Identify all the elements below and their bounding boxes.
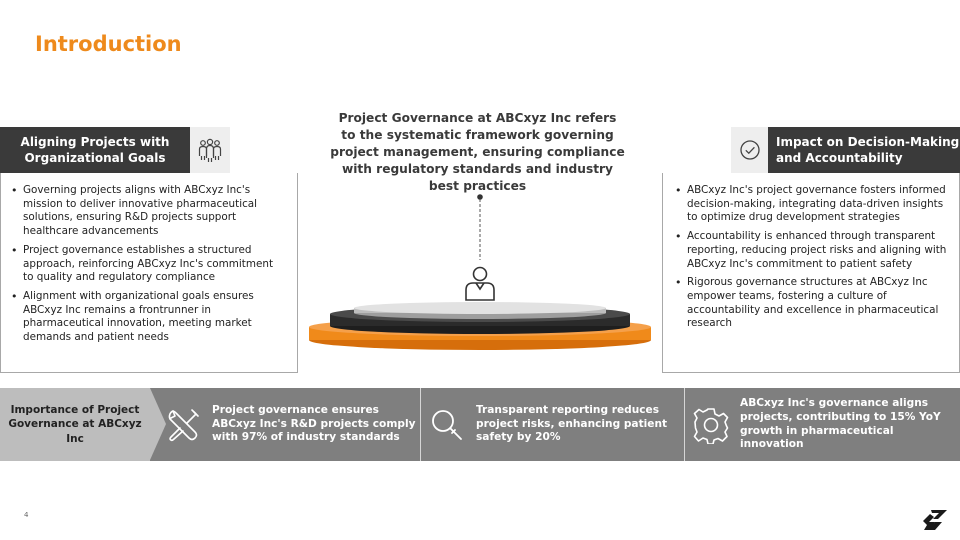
gear-icon: [688, 406, 734, 444]
right-card-heading: Impact on Decision-Making and Accountability: [768, 127, 960, 173]
left-bullet: • Governing projects aligns with ABCxyz Inc's mission to deliver innovative pharmaceutical solutions, ensuring R&D projects support healthcare advancements: [9, 184, 285, 239]
band-divider: [420, 388, 421, 461]
left-card-heading: Aligning Projects with Organizational Goals: [0, 127, 190, 173]
band-item-standards: [160, 388, 418, 461]
tools-icon: [160, 407, 206, 443]
importance-band: [0, 388, 960, 461]
governance-definition: Project Governance at ABCxyz Inc refers to the systematic framework governing project management, ensuring compliance with regulatory standards and industry best practices: [330, 111, 625, 194]
page-title: Introduction: [35, 32, 182, 56]
left-card-body: [0, 173, 298, 373]
check-circle-icon: [731, 127, 768, 173]
band-arrow: [150, 388, 166, 460]
band-item-growth: [688, 388, 956, 461]
band-item-text: Project governance ensures ABCxyz Inc's R&D projects comply with 97% of industry standards: [212, 403, 416, 444]
page-number: 4: [24, 511, 29, 519]
right-card-body: [662, 173, 960, 373]
company-logo-icon: [922, 509, 948, 535]
right-bullet: • ABCxyz Inc's project governance fosters informed decision-making, integrating data-driven insights to optimize drug development strategies: [673, 184, 949, 225]
band-item-text: Transparent reporting reduces project risks, enhancing patient safety by 20%: [476, 403, 668, 444]
band-label: Importance of Project Governance at ABCxyz Inc: [0, 388, 150, 461]
team-people-icon: [190, 127, 230, 173]
presenter-icon: [463, 264, 497, 306]
band-item-text: ABCxyz Inc's governance aligns projects, contributing to 15% YoY growth in pharmaceutical innovation: [740, 396, 941, 451]
left-bullet: • Alignment with organizational goals ensures ABCxyz Inc remains a frontrunner in pharmaceutical innovation, meeting market demands and patient needs: [9, 290, 285, 345]
band-item-safety: [424, 388, 682, 461]
right-bullet: • Accountability is enhanced through transparent reporting, reducing project risks and aligning with ABCxyz Inc's commitment to patient safety: [673, 230, 949, 271]
right-bullet: • Rigorous governance structures at ABCxyz Inc empower teams, fostering a culture of accountability and excellence in pharmaceutical research: [673, 276, 949, 331]
magnifier-icon: [424, 407, 470, 443]
left-bullet: • Project governance establishes a structured approach, reinforcing ABCxyz Inc's commitment to quality and regulatory compliance: [9, 244, 285, 285]
band-divider: [684, 388, 685, 461]
